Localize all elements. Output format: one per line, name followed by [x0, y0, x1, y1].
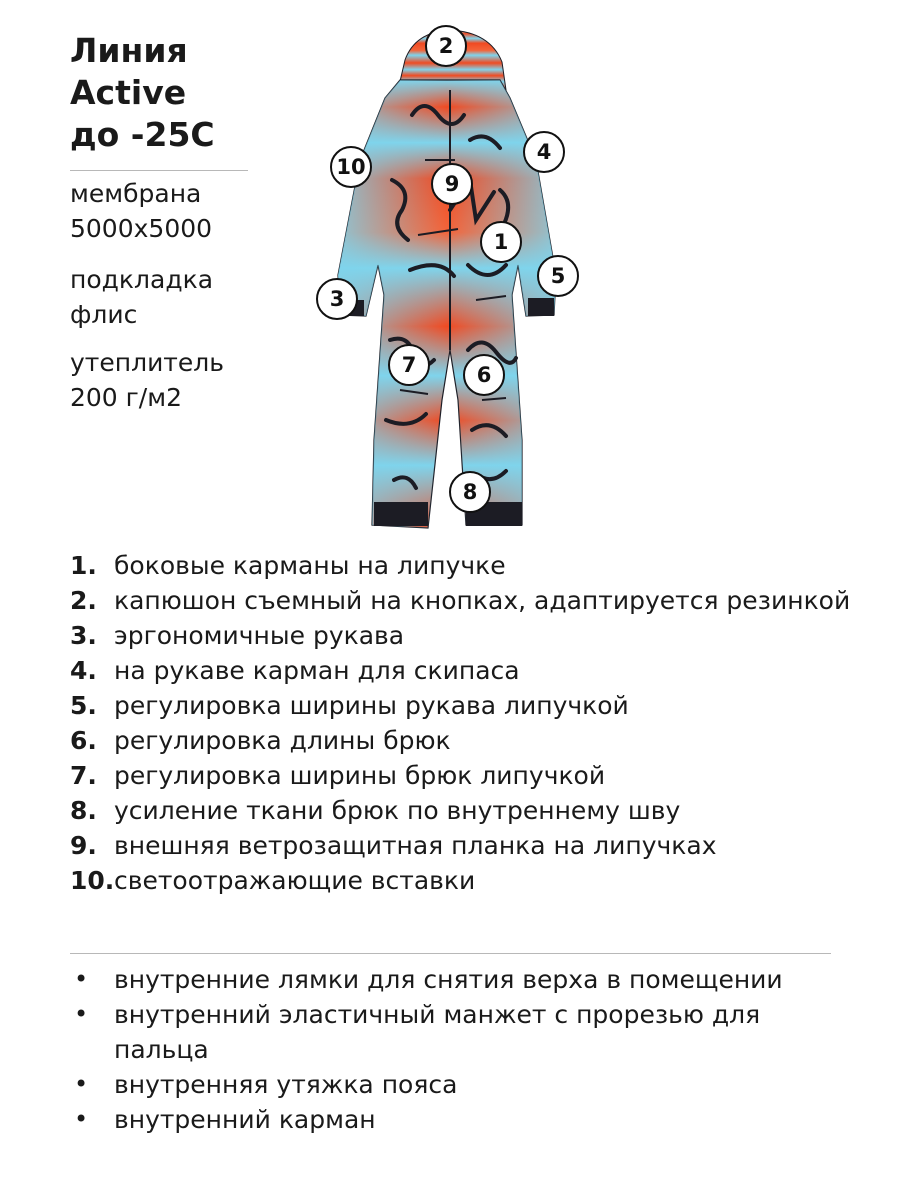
- divider: [70, 170, 248, 171]
- feature-text: эргономичные рукава: [114, 621, 405, 650]
- bullet-icon: •: [74, 1000, 89, 1028]
- spec-label: подкладка: [70, 265, 214, 294]
- feature-item: [70, 863, 860, 898]
- callout-marker-1: 1: [480, 221, 522, 263]
- feature-number: 7.: [70, 761, 97, 790]
- extra-item: [70, 1102, 830, 1137]
- feature-item: [70, 828, 860, 863]
- feature-number: 5.: [70, 691, 97, 720]
- extra-item: [70, 962, 830, 997]
- feature-text: на рукаве карман для скипаса: [114, 656, 520, 685]
- extra-text: внутренний карман: [114, 1105, 376, 1134]
- callout-marker-2: 2: [425, 25, 467, 67]
- feature-text: усиление ткани брюк по внутреннему шву: [114, 796, 681, 825]
- spec-lining: [70, 262, 213, 332]
- spec-insulation: [70, 345, 224, 415]
- feature-number: 6.: [70, 726, 97, 755]
- spec-label: утеплитель: [70, 348, 224, 377]
- extra-item: [70, 1067, 830, 1102]
- extra-text: внутренние лямки для снятия верха в помещении: [114, 965, 783, 994]
- feature-number: 1.: [70, 551, 97, 580]
- extra-item: [70, 997, 830, 1067]
- feature-item: [70, 758, 860, 793]
- feature-number: 3.: [70, 621, 97, 650]
- callout-marker-6: 6: [463, 354, 505, 396]
- extra-text: внутренний эластичный манжет с прорезью для пальца: [114, 1000, 761, 1064]
- title-line: Линия: [70, 31, 188, 70]
- feature-number: 2.: [70, 586, 97, 615]
- feature-text: капюшон съемный на кнопках, адаптируется резинкой: [114, 586, 851, 615]
- callout-marker-9: 9: [431, 163, 473, 205]
- bullet-icon: •: [74, 1105, 89, 1133]
- feature-number: 9.: [70, 831, 97, 860]
- feature-list: [70, 548, 860, 898]
- divider: [70, 953, 831, 954]
- bullet-icon: •: [74, 965, 89, 993]
- spec-value: флис: [70, 300, 138, 329]
- callout-marker-7: 7: [388, 344, 430, 386]
- feature-item: [70, 688, 860, 723]
- feature-item: [70, 583, 860, 618]
- extra-features-list: [70, 962, 830, 1137]
- feature-item: [70, 548, 860, 583]
- feature-number: 10.: [70, 866, 115, 895]
- feature-item: [70, 653, 860, 688]
- spec-membrane: [70, 176, 212, 246]
- spec-value: 5000x5000: [70, 214, 213, 243]
- title-line: Active: [70, 73, 187, 112]
- feature-item: [70, 793, 860, 828]
- feature-text: светоотражающие вставки: [114, 866, 476, 895]
- feature-number: 8.: [70, 796, 97, 825]
- jumpsuit-figure: [300, 20, 600, 550]
- feature-text: боковые карманы на липучке: [114, 551, 506, 580]
- title-line: до -25С: [70, 115, 215, 154]
- product-line-title: [70, 30, 270, 156]
- callout-marker-4: 4: [523, 131, 565, 173]
- bullet-icon: •: [74, 1070, 89, 1098]
- feature-item: [70, 618, 860, 653]
- feature-number: 4.: [70, 656, 97, 685]
- spec-value: 200 г/м2: [70, 383, 182, 412]
- extra-text: внутренняя утяжка пояса: [114, 1070, 458, 1099]
- feature-item: [70, 723, 860, 758]
- spec-label: мембрана: [70, 179, 202, 208]
- callout-marker-3: 3: [316, 278, 358, 320]
- callout-marker-8: 8: [449, 471, 491, 513]
- feature-text: регулировка длины брюк: [114, 726, 451, 755]
- feature-text: регулировка ширины брюк липучкой: [114, 761, 606, 790]
- callout-marker-10: 10: [330, 146, 372, 188]
- feature-text: внешняя ветрозащитная планка на липучках: [114, 831, 717, 860]
- feature-text: регулировка ширины рукава липучкой: [114, 691, 629, 720]
- callout-marker-5: 5: [537, 255, 579, 297]
